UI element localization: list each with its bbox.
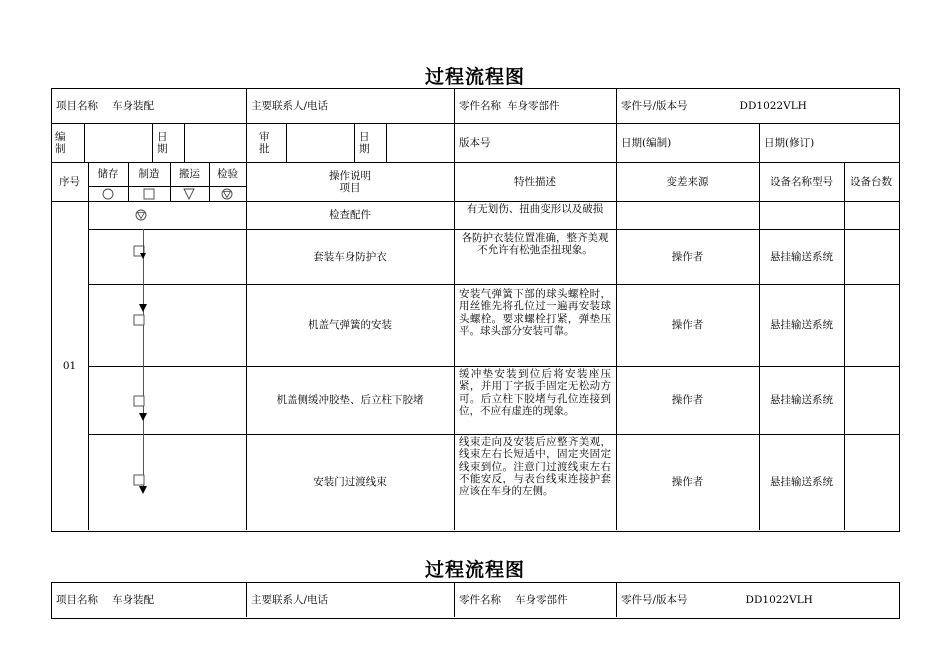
divider [84, 123, 85, 162]
divider [844, 162, 845, 530]
project-name-field [51, 88, 246, 123]
manufacture-icon [133, 245, 147, 259]
variation-step-5: 操作者 [671, 476, 704, 488]
project-value: 车身装配 [112, 99, 154, 112]
inspection-diamond-icon [221, 188, 233, 200]
divider [152, 123, 153, 162]
variation-step-3: 操作者 [671, 319, 704, 331]
part-number-field [616, 582, 901, 617]
project-label: 项目名称 [56, 593, 98, 606]
operation-step-3: 机盖气弹簧的安装 [308, 319, 392, 331]
characteristic-step-2: 各防护衣装位置准确，整齐美观不允许有松弛歪扭现象。 [461, 232, 609, 257]
part-number-value: DD1022VLH [739, 99, 807, 112]
divider [184, 123, 185, 162]
divider [88, 162, 89, 530]
part-name-field [454, 88, 614, 123]
date-revised-label: 日期(修订) [764, 136, 815, 149]
manufacture-icon [133, 395, 145, 407]
equipment-step-3: 悬挂输送系统 [770, 319, 833, 331]
characteristic-step-3: 安装气弹簧下部的球头螺栓时，用丝锥先将孔位过一遍再安装球头螺栓。要求螺栓打紧，弹垫压平。球头部分安装可靠。 [459, 288, 611, 337]
column-header-count: 设备台数 [850, 175, 892, 188]
inspection-icon [135, 209, 147, 221]
divider [88, 186, 246, 187]
operation-step-2: 套装车身防护衣 [313, 250, 387, 263]
contact-label: 主要联系人/电话 [251, 99, 329, 112]
date-label-2: 日期 [359, 131, 370, 155]
date-compiled-label: 日期(编制) [621, 136, 672, 149]
column-header-transport: 搬运 [179, 168, 200, 180]
contact-field [246, 582, 451, 617]
manufacture-icon [133, 474, 145, 486]
column-header-variation: 变差来源 [666, 175, 709, 188]
project-value: 车身装配 [112, 593, 154, 606]
column-header-inspect: 检验 [217, 168, 238, 180]
part-number-value: DD1022VLH [745, 593, 813, 606]
characteristic-step-5: 线束走向及安装后应整齐美观，线束左右长短适中，固定夹固定线束到位。注意门过渡线束左右不能安反，与表台线束连接护套应该在车身的左侧。 [459, 436, 611, 498]
compile-label: 编制 [55, 131, 66, 155]
process-flow-form-2 [51, 582, 900, 617]
flow-arrow-icon [138, 304, 148, 312]
part-name-field [454, 582, 614, 617]
part-name-label: 零件名称 [459, 593, 501, 606]
part-name-value: 车身零部件 [507, 99, 560, 112]
characteristic-step-4: 缓冲垫安装到位后将安装座压紧，并用丁字扳手固定无松动方可。后立柱下胶堵与孔位连接到位，不应有虚连的现象。 [459, 368, 611, 417]
divider [286, 123, 287, 162]
review-label: 审批 [259, 131, 270, 155]
part-number-label: 零件号/版本号 [621, 593, 688, 606]
part-name-value: 车身零部件 [515, 593, 568, 606]
flow-arrow-icon [138, 486, 148, 494]
operation-step-5: 安装门过渡线束 [313, 476, 387, 488]
equipment-step-5: 悬挂输送系统 [770, 476, 833, 488]
contact-field [246, 88, 451, 123]
part-name-label: 零件名称 [459, 99, 501, 112]
manufacture-icon [133, 314, 145, 326]
operation-step-4: 机盖侧缓冲胶垫、后立柱下胶堵 [276, 394, 424, 406]
variation-step-4: 操作者 [671, 394, 704, 406]
operation-header-line1: 操作说明 [329, 169, 371, 182]
divider [386, 123, 387, 162]
page-title-2: 过程流程图 [424, 559, 525, 581]
contact-label: 主要联系人/电话 [251, 593, 329, 606]
project-name-field [51, 582, 246, 617]
flow-arrow-icon [138, 413, 148, 421]
column-header-make: 制造 [138, 168, 160, 180]
column-header-operation [246, 162, 454, 201]
date-label: 日期 [157, 131, 168, 155]
column-header-seq: 序号 [59, 175, 80, 188]
operation-step-1: 检查配件 [329, 209, 371, 221]
transport-triangle-icon [183, 188, 195, 200]
characteristic-step-1: 有无划伤、扭曲变形以及破损 [466, 203, 604, 215]
project-label: 项目名称 [56, 99, 98, 112]
operation-header-line2: 项目 [339, 181, 361, 194]
flow-connector-line [143, 229, 144, 489]
variation-step-2: 操作者 [671, 250, 704, 263]
part-number-field [616, 88, 901, 123]
column-header-characteristic: 特性描述 [514, 175, 556, 188]
storage-circle-icon [102, 188, 114, 200]
divider [51, 201, 900, 202]
version-label: 版本号 [459, 136, 491, 149]
equipment-step-2: 悬挂输送系统 [770, 250, 833, 263]
column-header-equipment: 设备名称型号 [770, 175, 833, 188]
column-header-store: 储存 [97, 168, 119, 180]
sequence-number: 01 [62, 359, 77, 372]
process-flow-form [51, 88, 900, 530]
page-title: 过程流程图 [424, 66, 525, 88]
manufacture-square-icon [143, 188, 155, 200]
equipment-step-4: 悬挂输送系统 [770, 394, 833, 406]
part-number-label: 零件号/版本号 [621, 99, 688, 112]
divider [354, 123, 355, 162]
